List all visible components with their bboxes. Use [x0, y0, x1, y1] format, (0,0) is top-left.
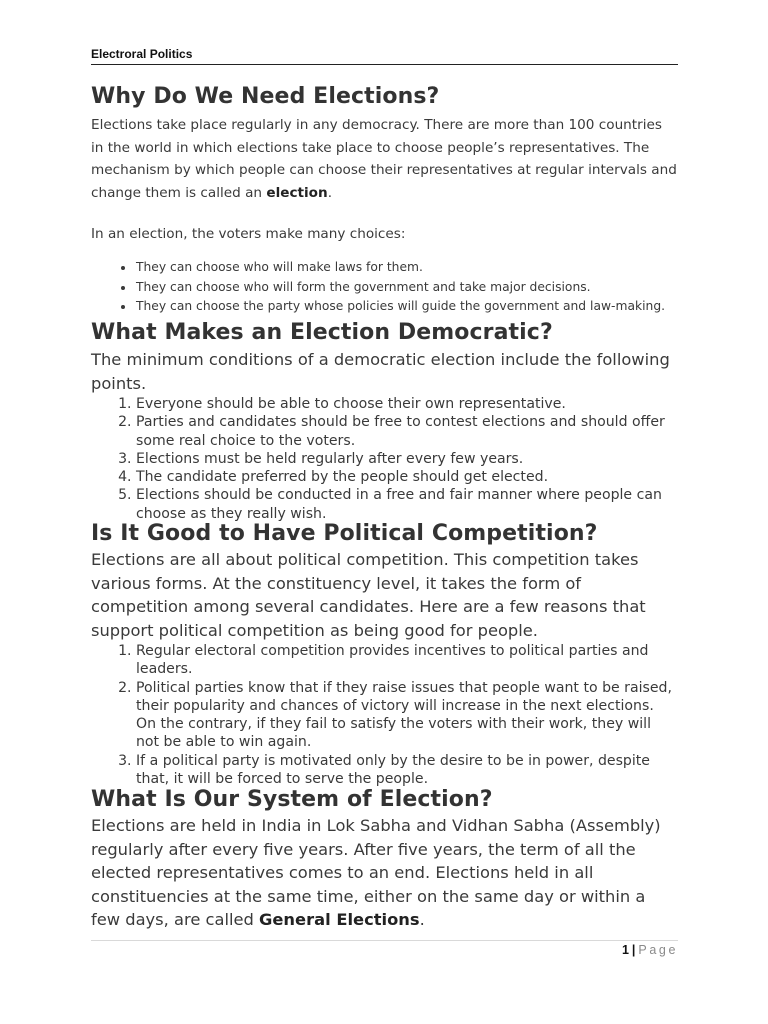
page-label: Page	[638, 943, 678, 957]
list-item: 1. Regular electoral competition provides incentives to political parties and leaders.	[136, 642, 678, 679]
choices-intro-block	[91, 223, 678, 246]
running-header: Electroral Politics	[91, 47, 678, 65]
list-item: 2. Political parties know that if they raise issues that people want to be raised, their popularity and chances of victory will increase in the next elections. On the contrary, if they fail to satisfy the voters with their work, they will not be able to win again.	[136, 679, 678, 752]
paragraph-text: Elections take place regularly in any democracy. There are more than 100 countries in the world in which elections take place to choose people’s representatives. The mechanism by which people can choose their representatives at regular intervals and change them is called an	[91, 117, 677, 202]
list-item: • They can choose who will make laws for them.	[135, 258, 678, 278]
list-item: • They can choose who will form the government and take major decisions.	[135, 278, 678, 298]
heading-why-elections: Why Do We Need Elections?	[91, 84, 440, 109]
list-item: 2. Parties and candidates should be free to contest elections and should offer some real choice to the voters.	[136, 413, 678, 450]
election-system-lead	[91, 814, 678, 932]
election-system-body	[91, 814, 678, 932]
democratic-election-lead: The minimum conditions of a democratic election include the following points.	[91, 350, 670, 393]
list-item: 5. Elections should be conducted in a free and fair manner where people can choose as they really wish.	[136, 486, 678, 523]
political-competition-lead: Elections are all about political competition. This competition takes various forms. At the constituency level, it takes the form of competition among several candidates. Here are a few reasons that support political competition as being good for people.	[91, 550, 646, 640]
list-item: 3. Elections must be held regularly after every few years.	[136, 450, 678, 468]
political-competition-body	[91, 548, 678, 788]
section-why-elections	[91, 84, 678, 110]
lead-text: Elections are held in India in Lok Sabha and Vidhan Sabha (Assembly) regularly after every five years. After five years, the term of all the elected representatives comes to an end. Elections held in all constituencies at the same time, either on the same day or within a few days, are called	[91, 816, 661, 929]
list-item: 3. If a political party is motivated only by the desire to be in power, despite that, it will be forced to serve the people.	[136, 752, 678, 789]
page-number: 1	[621, 943, 629, 957]
choices-list-block	[91, 258, 678, 317]
term-election: election	[266, 185, 328, 202]
list-item: 4. The candidate preferred by the people should get elected.	[136, 468, 678, 486]
term-general-elections: General Elections	[259, 910, 420, 929]
footer-divider	[91, 940, 678, 941]
heading-political-competition: Is It Good to Have Political Competition?	[91, 521, 598, 546]
paragraph-end: .	[327, 185, 333, 202]
page-footer	[622, 943, 678, 957]
democratic-conditions-list	[91, 395, 678, 523]
why-elections-body	[91, 114, 678, 205]
list-item: • They can choose the party whose policies will guide the government and law-making.	[135, 297, 678, 317]
list-item: 1. Everyone should be able to choose their own representative.	[136, 395, 678, 413]
footer-separator: |	[631, 943, 636, 957]
section-political-competition	[91, 521, 678, 547]
why-elections-paragraph	[91, 114, 678, 205]
section-democratic-election	[91, 320, 678, 346]
choices-intro: In an election, the voters make many choices:	[91, 226, 406, 242]
democratic-election-body	[91, 348, 678, 523]
competition-reasons-list	[91, 642, 678, 788]
choices-list	[91, 258, 678, 317]
heading-election-system: What Is Our System of Election?	[91, 787, 493, 812]
section-election-system	[91, 787, 678, 813]
lead-end: .	[419, 910, 425, 929]
heading-democratic-election: What Makes an Election Democratic?	[91, 320, 553, 345]
